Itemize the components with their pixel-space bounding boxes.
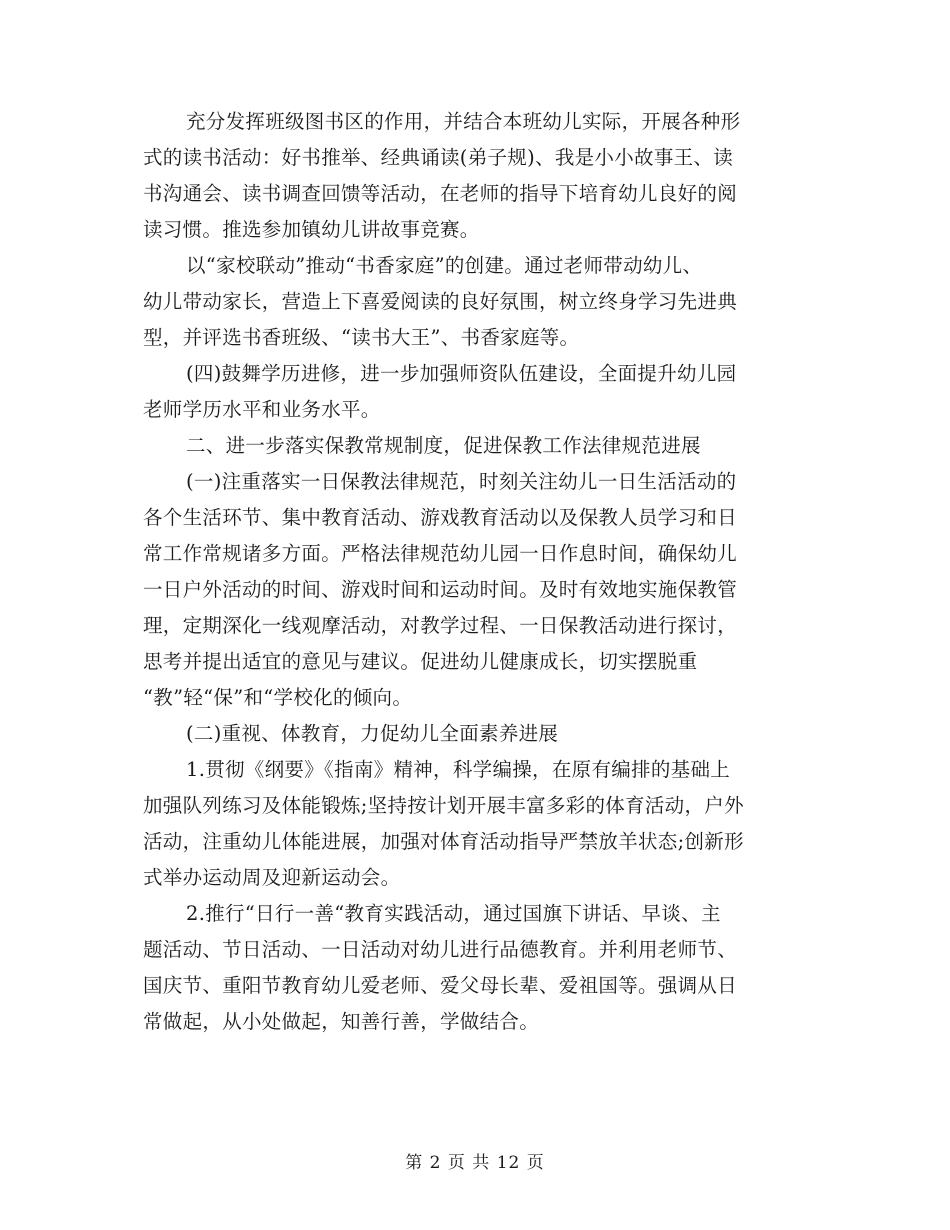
text-line: 1.贯彻《纲要》《指南》精神，科学编操，在原有编排的基础上 bbox=[186, 758, 731, 781]
text-line: (一)注重落实一日保教法律规范，时刻关注幼儿一日生活活动的 bbox=[186, 470, 737, 493]
text-line: (四)鼓舞学历进修，进一步加强师资队伍建设，全面提升幼儿园 bbox=[186, 362, 737, 385]
text-line: 加强队列练习及体能锻炼;坚持按计划开展丰富多彩的体育活动，户外 bbox=[143, 794, 744, 817]
paragraph-item-two bbox=[143, 896, 803, 1040]
section-heading-two bbox=[143, 428, 803, 464]
text-line: 读习惯。推选参加镇幼儿讲故事竞赛。 bbox=[143, 218, 480, 241]
text-line: 幼儿带动家长，营造上下喜爱阅读的良好氛围，树立终身学习先进典 bbox=[143, 290, 738, 313]
text-line: 题活动、节日活动、一日活动对幼儿进行品德教育。并利用老师节、 bbox=[143, 938, 738, 961]
text-line: 活动，注重幼儿体能进展，加强对体育活动指导严禁放羊状态;创新形 bbox=[143, 830, 744, 853]
paragraph-item-one bbox=[143, 752, 803, 896]
text-line: “教”轻“保”和“学校化的倾向。 bbox=[143, 686, 413, 709]
paragraph-reading-activities bbox=[143, 104, 803, 248]
text-line: 国庆节、重阳节教育幼儿爱老师、爱父母长辈、爱祖国等。强调从日 bbox=[143, 974, 738, 997]
text-line: (二)重视、体教育，力促幼儿全面素养进展 bbox=[186, 722, 559, 745]
text-line: 理，定期深化一线观摩活动，对教学过程、一日保教活动进行探讨， bbox=[143, 614, 738, 637]
text-line: 充分发挥班级图书区的作用，并结合本班幼儿实际，开展各种形 bbox=[186, 110, 741, 133]
text-line: 思考并提出适宜的意见与建议。促进幼儿健康成长，切实摆脱重 bbox=[143, 650, 698, 673]
text-line: 常做起，从小处做起，知善行善，学做结合。 bbox=[143, 1010, 540, 1033]
text-line: 式的读书活动：好书推举、经典诵读(弟子规)、我是小小故事王、读 bbox=[143, 146, 734, 169]
page-number-footer: 第 2 页 共 12 页 bbox=[405, 1153, 545, 1173]
text-line: 各个生活环节、集中教育活动、游戏教育活动以及保教人员学习和日 bbox=[143, 506, 738, 529]
document-body bbox=[143, 104, 803, 1040]
text-line: 以“家校联动”推动“书香家庭”的创建。通过老师带动幼儿、 bbox=[186, 254, 703, 277]
text-line: 型，并评选书香班级、“读书大王”、书香家庭等。 bbox=[143, 326, 580, 349]
text-line: 老师学历水平和业务水平。 bbox=[143, 398, 381, 421]
text-line: 书沟通会、读书调查回馈等活动，在老师的指导下培育幼儿良好的阅 bbox=[143, 182, 738, 205]
text-line: 一日户外活动的时间、游戏时间和运动时间。及时有效地实施保教管 bbox=[143, 578, 738, 601]
paragraph-home-school bbox=[143, 248, 803, 356]
text-line: 二、进一步落实保教常规制度，促进保教工作法律规范进展 bbox=[186, 434, 701, 457]
paragraph-section-four bbox=[143, 356, 803, 428]
paragraph-subsection-one bbox=[143, 464, 803, 716]
text-line: 式举办运动周及迎新运动会。 bbox=[143, 866, 401, 889]
subsection-heading-two bbox=[143, 716, 803, 752]
text-line: 2.推行“日行一善“教育实践活动，通过国旗下讲话、早谈、主 bbox=[186, 902, 721, 925]
text-line: 常工作常规诸多方面。严格法律规范幼儿园一日作息时间，确保幼儿 bbox=[143, 542, 738, 565]
